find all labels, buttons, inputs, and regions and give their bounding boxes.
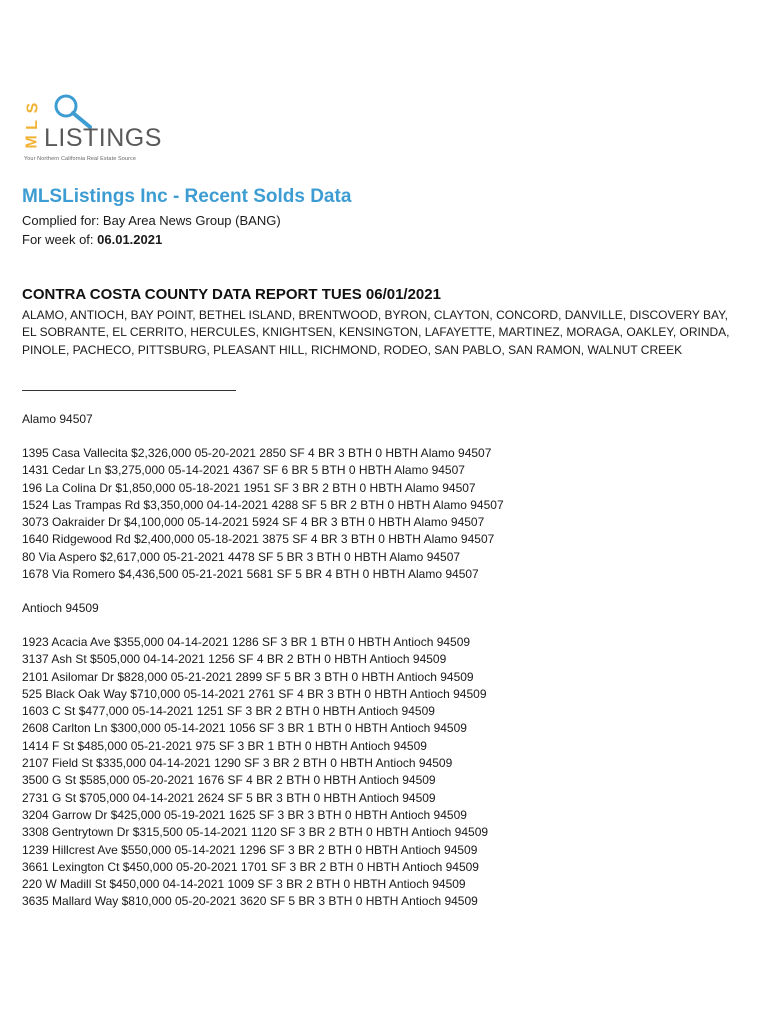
listing-group-alamo: [22, 445, 752, 583]
listing-group-antioch: [22, 634, 752, 911]
listing-row: 3500 G St $585,000 05-20-2021 1676 SF 4 BR 2 BTH 0 HBTH Antioch 94509: [22, 773, 436, 788]
listing-row: 80 Via Aspero $2,617,000 05-21-2021 4478 SF 5 BR 3 BTH 0 HBTH Alamo 94507: [22, 549, 461, 564]
listing-row: 2107 Field St $335,000 04-14-2021 1290 SF 3 BR 2 BTH 0 HBTH Antioch 94509: [22, 756, 453, 771]
listing-row: 1640 Ridgewood Rd $2,400,000 05-18-2021 3875 SF 4 BR 3 BTH 0 HBTH Alamo 94507: [22, 532, 495, 547]
listing-row: 1678 Via Romero $4,436,500 05-21-2021 5681 SF 5 BR 4 BTH 0 HBTH Alamo 94507: [22, 567, 479, 582]
listing-row: 525 Black Oak Way $710,000 05-14-2021 2761 SF 4 BR 3 BTH 0 HBTH Antioch 94509: [22, 686, 487, 701]
listing-row: 1395 Casa Vallecita $2,326,000 05-20-2021 2850 SF 4 BR 3 BTH 0 HBTH Alamo 94507: [22, 446, 492, 460]
listing-row: 3073 Oakraider Dr $4,100,000 05-14-2021 5924 SF 4 BR 3 BTH 0 HBTH Alamo 94507: [22, 515, 485, 530]
week-of-value: 06.01.2021: [97, 232, 163, 247]
section-divider: [22, 390, 236, 391]
section-title-alamo: Alamo 94507: [22, 412, 93, 426]
county-report-heading: CONTRA COSTA COUNTY DATA REPORT TUES 06/01/2021: [22, 286, 441, 303]
listing-row: 1923 Acacia Ave $355,000 04-14-2021 1286 SF 3 BR 1 BTH 0 HBTH Antioch 94509: [22, 635, 471, 649]
listing-row: 3137 Ash St $505,000 04-14-2021 1256 SF 4 BR 2 BTH 0 HBTH Antioch 94509: [22, 652, 447, 667]
listing-row: 3204 Garrow Dr $425,000 05-19-2021 1625 SF 3 BR 3 BTH 0 HBTH Antioch 94509: [22, 807, 467, 822]
listing-row: 2731 G St $705,000 04-14-2021 2624 SF 5 BR 3 BTH 0 HBTH Antioch 94509: [22, 790, 436, 805]
listing-row: 3661 Lexington Ct $450,000 05-20-2021 1701 SF 3 BR 2 BTH 0 HBTH Antioch 94509: [22, 859, 479, 874]
logo-letter-s: S: [23, 102, 41, 114]
listing-row: 2608 Carlton Ln $300,000 05-14-2021 1056 SF 3 BR 1 BTH 0 HBTH Antioch 94509: [22, 721, 467, 736]
listing-row: 1414 F St $485,000 05-21-2021 975 SF 3 BR 1 BTH 0 HBTH Antioch 94509: [22, 738, 427, 753]
logo-wordmark: LISTINGS: [44, 124, 162, 152]
listing-row: 1239 Hillcrest Ave $550,000 05-14-2021 1296 SF 3 BR 2 BTH 0 HBTH Antioch 94509: [22, 842, 478, 857]
listing-row: 220 W Madill St $450,000 04-14-2021 1009 SF 3 BR 2 BTH 0 HBTH Antioch 94509: [22, 877, 466, 892]
logo-mls-letters: [25, 100, 41, 150]
compiled-for-line: Complied for: Bay Area News Group (BANG): [22, 213, 281, 228]
logo-letter-m: M: [23, 135, 41, 149]
report-title: MLSListings Inc - Recent Solds Data: [22, 186, 352, 207]
listing-row: 1431 Cedar Ln $3,275,000 05-14-2021 4367 SF 6 BR 5 BTH 0 HBTH Alamo 94507: [22, 463, 465, 478]
listing-row: 3308 Gentrytown Dr $315,500 05-14-2021 1120 SF 3 BR 2 BTH 0 HBTH Antioch 94509: [22, 825, 489, 840]
city-list: ALAMO, ANTIOCH, BAY POINT, BETHEL ISLAND, BRENTWOOD, BYRON, CLAYTON, CONCORD, DANVILLE, DISCOVERY BAY, EL SOBRANTE, EL CERRITO, HERCULES, KNIGHTSEN, KENSINGTON, LAFAYETTE, MARTINEZ, MORAGA, OAKLEY, ORINDA, PINOLE, PACHECO, PITTSBURG, PLEASANT HILL, RICHMOND, RODEO, SAN PABLO, SAN RAMON, WALNUT CREEK: [22, 308, 730, 357]
section-title-antioch: Antioch 94509: [22, 601, 99, 615]
listing-row: 3635 Mallard Way $810,000 05-20-2021 3620 SF 5 BR 3 BTH 0 HBTH Antioch 94509: [22, 894, 478, 909]
logo-letter-l: L: [24, 120, 41, 130]
listing-row: 2101 Asilomar Dr $828,000 05-21-2021 2899 SF 5 BR 3 BTH 0 HBTH Antioch 94509: [22, 669, 474, 684]
week-of-line: [22, 232, 162, 247]
logo-tagline: Your Northern California Real Estate Source: [24, 156, 137, 162]
listing-row: 1524 Las Trampas Rd $3,350,000 04-14-2021 4288 SF 5 BR 2 BTH 0 HBTH Alamo 94507: [22, 497, 504, 512]
listing-row: 196 La Colina Dr $1,850,000 05-18-2021 1951 SF 3 BR 2 BTH 0 HBTH Alamo 94507: [22, 480, 476, 495]
week-of-label: For week of:: [22, 232, 98, 247]
listing-row: 1603 C St $477,000 05-14-2021 1251 SF 3 BR 2 BTH 0 HBTH Antioch 94509: [22, 704, 435, 719]
mlslistings-logo: [22, 92, 162, 167]
